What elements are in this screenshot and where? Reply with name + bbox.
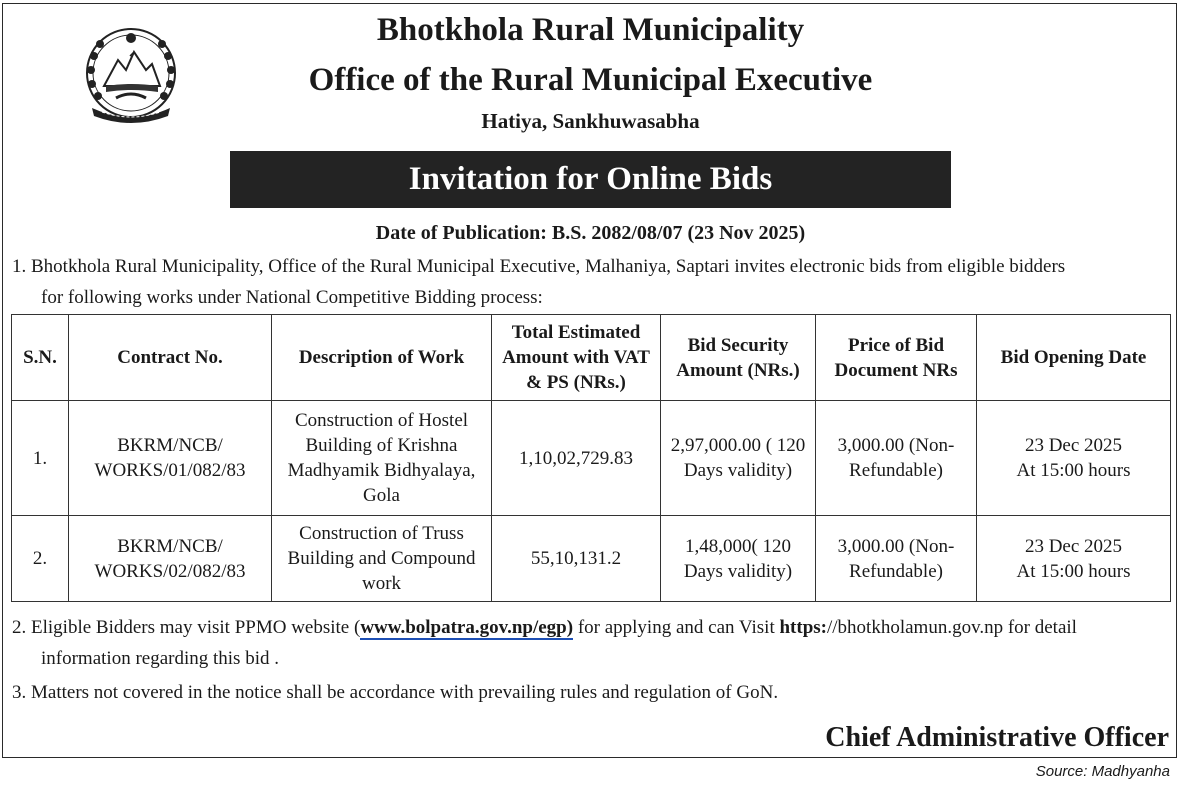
contract-no-line-1: BKRM/NCB/ [117, 535, 223, 557]
cell-estimated-amount: 55,10,131.2 [492, 516, 661, 602]
paragraph-2 [12, 612, 1077, 674]
office-name: Office of the Rural Municipal Executive [308, 62, 873, 98]
opening-time: At 15:00 hours [1016, 460, 1131, 481]
cell-estimated-amount: 1,10,02,729.83 [492, 401, 661, 516]
header-document-price: Price of Bid Document NRs [816, 315, 977, 401]
paragraph-2-line-2: information regarding this bid . [41, 648, 279, 669]
cell-opening-date [977, 401, 1171, 516]
paragraph-2-text-start: 2. Eligible Bidders may visit PPMO website ( [12, 617, 361, 638]
table-row [12, 516, 1171, 602]
paragraph-2-text-mid: for applying and can Visit [573, 617, 780, 638]
header-bid-security: Bid Security Amount (NRs.) [661, 315, 816, 401]
cell-contract-no [69, 401, 272, 516]
cell-document-price: 3,000.00 (Non-Refundable) [816, 516, 977, 602]
source-credit: Source: Madhyanha [1035, 763, 1170, 780]
cell-opening-date [977, 516, 1171, 602]
signature-title: Chief Administrative Officer [825, 722, 1169, 753]
cell-description: Construction of Truss Building and Compound work [272, 516, 492, 602]
cell-contract-no [69, 516, 272, 602]
cell-bid-security: 1,48,000( 120 Days validity) [661, 516, 816, 602]
header-sn: S.N. [12, 315, 69, 401]
table-row [12, 401, 1171, 516]
header-contract-no: Contract No. [69, 315, 272, 401]
office-location: Hatiya, Sankhuwasabha [481, 109, 700, 133]
municipality-url-scheme: https: [779, 617, 827, 638]
cell-sn: 1. [12, 401, 69, 516]
contract-no-line-2: WORKS/01/082/83 [94, 460, 246, 481]
header-estimated-amount: Total Estimated Amount with VAT & PS (NRs.) [492, 315, 661, 401]
publication-date: Date of Publication: B.S. 2082/08/07 (23 Nov 2025) [375, 222, 806, 244]
opening-date: 23 Dec 2025 [1024, 435, 1123, 456]
opening-time: At 15:00 hours [1016, 560, 1131, 582]
paragraph-1-line-2: for following works under National Competitive Bidding process: [41, 287, 543, 308]
paragraph-1-line-1: 1. Bhotkhola Rural Municipality, Office of the Rural Municipal Executive, Malhaniya, Saptari invites electronic bids from eligible bidders [12, 256, 1066, 277]
contract-no-line-2: WORKS/02/082/83 [94, 560, 246, 582]
municipality-name: Bhotkhola Rural Municipality [376, 12, 805, 48]
contract-no-line-1: BKRM/NCB/ [117, 435, 223, 456]
municipality-url: //bhotkholamun.gov.np for detail [827, 617, 1077, 638]
cell-bid-security: 2,97,000.00 ( 120 Days validity) [661, 401, 816, 516]
cell-description: Construction of Hostel Building of Krishna Madhyamik Bidhyalaya, Gola [272, 401, 492, 516]
bids-table [11, 314, 1171, 602]
table-header-row [12, 315, 1171, 401]
opening-date: 23 Dec 2025 [1024, 535, 1123, 557]
notice-title-banner: Invitation for Online Bids [230, 151, 951, 208]
paragraph-1 [12, 251, 1065, 313]
paragraph-2-line-1 [12, 612, 1077, 643]
cell-sn: 2. [12, 516, 69, 602]
header-description: Description of Work [272, 315, 492, 401]
ppmo-website-link[interactable]: www.bolpatra.gov.np/egp) [360, 617, 574, 638]
paragraph-3: 3. Matters not covered in the notice shall be accordance with prevailing rules and regulation of GoN. [12, 682, 779, 703]
header-opening-date: Bid Opening Date [977, 315, 1171, 401]
cell-document-price: 3,000.00 (Non-Refundable) [816, 401, 977, 516]
